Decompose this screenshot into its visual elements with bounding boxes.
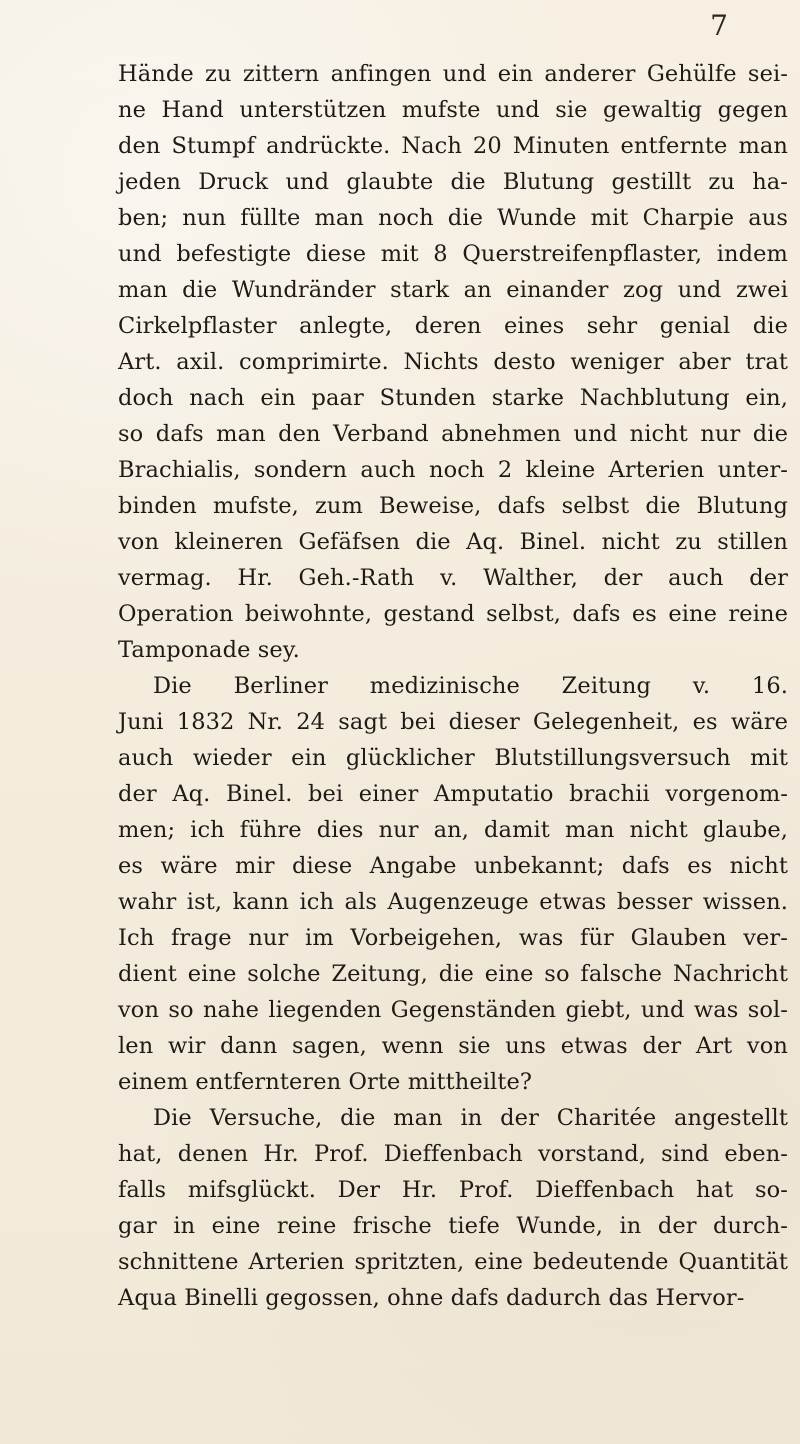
text-line: der Aq. Binel. bei einer Amputatio brachii vorgenom- — [118, 781, 788, 807]
document-text — [118, 56, 788, 1316]
text-line: hat, denen Hr. Prof. Dieffenbach vorstand, sind eben- — [118, 1141, 788, 1167]
text-line: von kleineren Gefäfsen die Aq. Binel. nicht zu stillen — [118, 529, 788, 555]
text-line: es wäre mir diese Angabe unbekannt; dafs es nicht — [118, 853, 788, 879]
text-line: Art. axil. comprimirte. Nichts desto weniger aber trat — [118, 349, 788, 375]
text-line: wahr ist, kann ich als Augenzeuge etwas besser wissen. — [118, 889, 788, 915]
text-line: Juni 1832 Nr. 24 sagt bei dieser Gelegenheit, es wäre — [118, 709, 788, 735]
text-line: und befestigte diese mit 8 Querstreifenpflaster, indem — [118, 241, 788, 267]
text-line: den Stumpf andrückte. Nach 20 Minuten entfernte man — [118, 133, 788, 159]
text-line: dient eine solche Zeitung, die eine so falsche Nachricht — [118, 961, 788, 987]
text-line: so dafs man den Verband abnehmen und nicht nur die — [118, 421, 788, 447]
text-line: Ich frage nur im Vorbeigehen, was für Glauben ver- — [118, 925, 788, 951]
text-line: Operation beiwohnte, gestand selbst, dafs es eine reine — [118, 601, 788, 627]
text-line: len wir dann sagen, wenn sie uns etwas der Art von — [118, 1033, 788, 1059]
text-line: falls mifsglückt. Der Hr. Prof. Dieffenbach hat so- — [118, 1177, 788, 1203]
text-line: gar in eine reine frische tiefe Wunde, in der durch- — [118, 1213, 788, 1239]
text-line: Tamponade sey. — [118, 637, 300, 663]
text-line: auch wieder ein glücklicher Blutstillungsversuch mit — [118, 745, 788, 771]
text-line: ne Hand unterstützen mufste und sie gewaltig gegen — [118, 97, 788, 123]
text-line: Cirkelpflaster anlegte, deren eines sehr genial die — [118, 313, 788, 339]
text-line: man die Wundränder stark an einander zog und zwei — [118, 277, 788, 303]
text-line: men; ich führe dies nur an, damit man nicht glaube, — [118, 817, 788, 843]
text-line: jeden Druck und glaubte die Blutung gestillt zu ha- — [118, 169, 788, 195]
text-line: von so nahe liegenden Gegenständen giebt, und was sol- — [118, 997, 788, 1023]
text-line: schnittene Arterien spritzten, eine bedeutende Quantität — [118, 1249, 788, 1275]
text-line: Die Versuche, die man in der Charitée angestellt — [153, 1105, 788, 1131]
text-line: doch nach ein paar Stunden starke Nachblutung ein, — [118, 385, 788, 411]
text-line: Brachialis, sondern auch noch 2 kleine Arterien unter- — [118, 457, 788, 483]
page-number: 7 — [710, 9, 728, 42]
text-line: ben; nun füllte man noch die Wunde mit Charpie aus — [118, 205, 788, 231]
text-line: Aqua Binelli gegossen, ohne dafs dadurch das Hervor- — [118, 1285, 745, 1311]
text-line: Die Berliner medizinische Zeitung v. 16. — [153, 673, 788, 699]
text-line: vermag. Hr. Geh.-Rath v. Walther, der auch der — [118, 565, 788, 591]
text-line: einem entfernteren Orte mittheilte? — [118, 1069, 533, 1095]
text-line: Hände zu zittern anfingen und ein anderer Gehülfe sei- — [118, 61, 788, 87]
text-line: binden mufste, zum Beweise, dafs selbst die Blutung — [118, 493, 788, 519]
